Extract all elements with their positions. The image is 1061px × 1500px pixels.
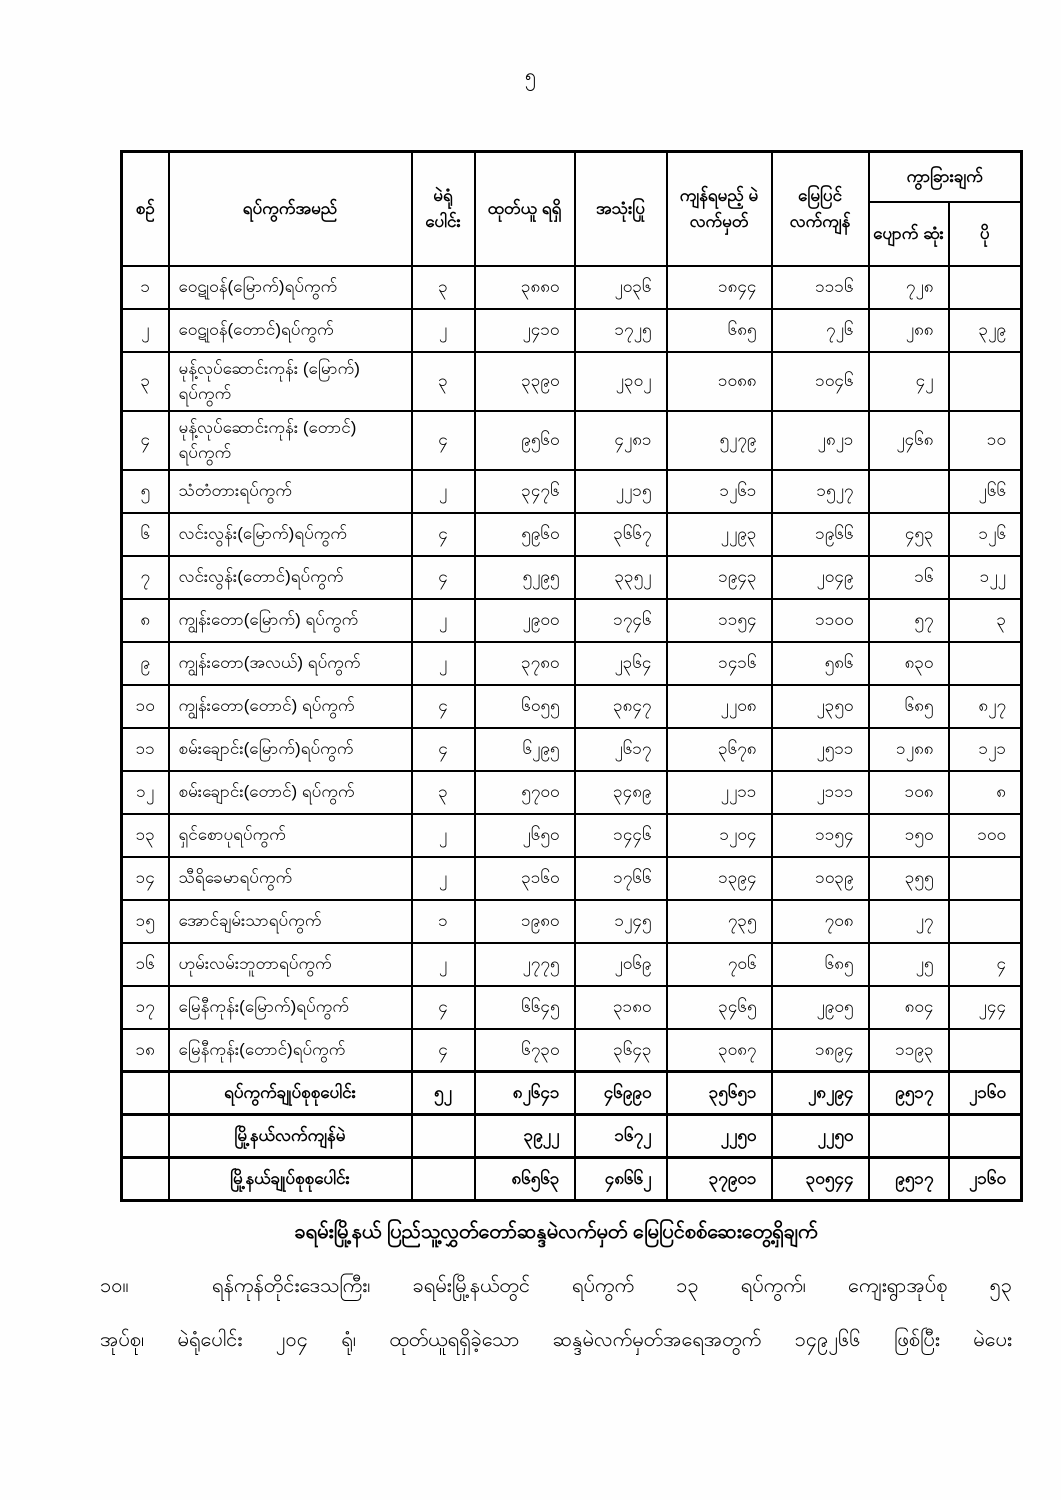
should-remain-cell: ၇၀၆ [667,943,772,986]
used-cell: ၃၆၄၃ [575,1029,667,1072]
serial-cell: ၄ [122,411,169,470]
should-remain-cell: ၁၂၆၁ [667,470,772,513]
should-remain-cell: ၁၄၁၆ [667,642,772,685]
serial-cell: ၁၂ [122,771,169,814]
surplus-cell [949,900,1022,943]
stations-cell: ၃ [412,266,475,309]
used-cell: ၃၁၈၀ [575,986,667,1029]
serial-cell: ၁၇ [122,986,169,1029]
surplus-cell: ၃၂၉ [949,309,1022,352]
should-remain-cell: ၂၂၅၀ [667,1115,772,1158]
ground-remaining-cell: ၂၀၄၉ [772,556,869,599]
table-row [122,599,1022,642]
serial-cell: ၅ [122,470,169,513]
used-cell: ၃၆၆၇ [575,513,667,556]
serial-cell: ၁၅ [122,900,169,943]
missing-cell: ၃၅၅ [869,857,949,900]
table-row [122,814,1022,857]
issued-cell: ၃၁၆၀ [475,857,575,900]
should-remain-cell: ၂၂၁၁ [667,771,772,814]
issued-cell: ၃၈၈၀ [475,266,575,309]
should-remain-cell: ၁၁၅၄ [667,599,772,642]
issued-cell: ၆၀၅၅ [475,685,575,728]
serial-cell: ၁၄ [122,857,169,900]
used-cell: ၄၆၉၉၀ [575,1072,667,1115]
section-heading: ခရမ်းမြို့နယ် ပြည်သူ့လွှတ်တော်ဆန္ဒမဲလက်မှတ် မြေပြင်စစ်ဆေးတွေ့ရှိချက် [294,1221,818,1243]
stations-cell: ၄ [412,556,475,599]
should-remain-cell: ၁၀၈၈ [667,352,772,411]
stations-cell: ၅၂ [412,1072,475,1115]
used-cell: ၄၈၆၆၂ [575,1158,667,1201]
stations-cell [412,1158,475,1201]
used-cell: ၁၇၆၆ [575,857,667,900]
ward-name-cell: ရှင်စောပုရပ်ကွက် [169,814,412,857]
missing-cell: ၉၅၁၇ [869,1072,949,1115]
table-row [122,1029,1022,1072]
stations-cell: ၂ [412,599,475,642]
stations-cell: ၄ [412,411,475,470]
ground-remaining-cell: ၁၁၅၄ [772,814,869,857]
missing-cell: ၂၄၆၈ [869,411,949,470]
surplus-cell: ၂၁၆၀ [949,1158,1022,1201]
missing-cell: ၈၃၀ [869,642,949,685]
serial-cell: ၆ [122,513,169,556]
issued-cell: ၃၃၉၀ [475,352,575,411]
missing-cell [869,470,949,513]
ward-name-cell: ကျွန်းတော(အလယ်) ရပ်ကွက် [169,642,412,685]
ward-name-cell: စမ်းချောင်း(မြောက်)ရပ်ကွက် [169,728,412,771]
table-row [122,771,1022,814]
surplus-cell: ၁၂၆ [949,513,1022,556]
surplus-cell [949,857,1022,900]
should-remain-cell: ၃၄၆၅ [667,986,772,1029]
header-ground-remaining: မြေပြင် လက်ကျန် [772,152,869,266]
ground-remaining-cell: ၁၁၁၆ [772,266,869,309]
issued-cell: ၅၉၆၀ [475,513,575,556]
surplus-cell: ၁၀၀ [949,814,1022,857]
summary-row [122,1158,1022,1201]
ground-remaining-cell: ၂၃၅၀ [772,685,869,728]
used-cell: ၁၇၄၆ [575,599,667,642]
should-remain-cell: ၃၇၉၀၁ [667,1158,772,1201]
ground-remaining-cell: ၁၅၂၇ [772,470,869,513]
stations-cell: ၄ [412,513,475,556]
used-cell: ၄၂၈၁ [575,411,667,470]
paragraph-text-1: ရန်ကုန်တိုင်းဒေသကြီး၊ ခရမ်းမြို့နယ်တွင် ရပ်ကွက် ၁၃ ရပ်ကွက်၊ ကျေးရွာအုပ်စု ၅၃ [212,1275,1012,1297]
table-body [122,266,1022,1201]
serial-cell: ၁၀ [122,685,169,728]
surplus-cell [949,1115,1022,1158]
stations-cell: ၂ [412,943,475,986]
summary-row [122,1115,1022,1158]
ward-name-cell: သီရိခေမာရပ်ကွက် [169,857,412,900]
issued-cell: ၅၂၉၅ [475,556,575,599]
ground-remaining-cell: ၁၀၄၆ [772,352,869,411]
ground-remaining-cell: ၂၈၂၁ [772,411,869,470]
ward-name-cell: သံတံတားရပ်ကွက် [169,470,412,513]
issued-cell: ၂၆၅၀ [475,814,575,857]
table-row [122,513,1022,556]
surplus-cell: ၈၂၇ [949,685,1022,728]
table-row [122,943,1022,986]
serial-cell: ၁ [122,266,169,309]
issued-cell: ၆၂၉၅ [475,728,575,771]
should-remain-cell: ၁၂၀၄ [667,814,772,857]
issued-cell: ၃၄၇၆ [475,470,575,513]
surplus-cell: ၃ [949,599,1022,642]
surplus-cell [949,1029,1022,1072]
serial-cell [122,1158,169,1201]
issued-cell: ၆၇၃၀ [475,1029,575,1072]
surplus-cell: ၂၄၄ [949,986,1022,1029]
table-row [122,556,1022,599]
ground-remaining-cell: ၁၁၀၀ [772,599,869,642]
table-row [122,309,1022,352]
should-remain-cell: ၅၂၇၉ [667,411,772,470]
serial-cell: ၇ [122,556,169,599]
missing-cell: ၇၂၈ [869,266,949,309]
ward-name-cell: မြေနီကုန်း(မြောက်)ရပ်ကွက် [169,986,412,1029]
serial-cell: ၉ [122,642,169,685]
missing-cell: ၂၅ [869,943,949,986]
missing-cell: ၁၂၈၈ [869,728,949,771]
should-remain-cell: ၂၂၀၈ [667,685,772,728]
surplus-cell: ၈ [949,771,1022,814]
ward-name-cell: ဟုမ်းလမ်းဘူတာရပ်ကွက် [169,943,412,986]
issued-cell: ၃၇၈၀ [475,642,575,685]
table-row [122,986,1022,1029]
paragraph-line-1 [100,1270,1012,1302]
ground-remaining-cell: ၂၁၁၁ [772,771,869,814]
ground-remaining-cell: ၆၈၅ [772,943,869,986]
serial-cell: ၃ [122,352,169,411]
serial-cell: ၁၁ [122,728,169,771]
serial-cell: ၂ [122,309,169,352]
table-header [122,152,1022,266]
issued-cell: ၃၉၂၂ [475,1115,575,1158]
stations-cell: ၂ [412,642,475,685]
should-remain-cell: ၁၈၄၄ [667,266,772,309]
table-row [122,900,1022,943]
paragraph-number: ၁၀။ [100,1275,129,1297]
serial-cell [122,1115,169,1158]
table-row [122,642,1022,685]
used-cell: ၂၂၁၅ [575,470,667,513]
surplus-cell: ၄ [949,943,1022,986]
should-remain-cell: ၁၃၉၄ [667,857,772,900]
should-remain-cell: ၂၂၉၃ [667,513,772,556]
used-cell: ၁၄၄၆ [575,814,667,857]
stations-cell: ၃ [412,771,475,814]
used-cell: ၂၀၃၆ [575,266,667,309]
used-cell: ၁၂၄၅ [575,900,667,943]
header-issued: ထုတ်ယူ ရရှိ [475,152,575,266]
issued-cell: ၈၂၆၄၁ [475,1072,575,1115]
table-row [122,411,1022,470]
ward-name-cell: စမ်းချောင်း(တောင်) ရပ်ကွက် [169,771,412,814]
ground-remaining-cell: ၂၉၀၅ [772,986,869,1029]
ward-name-cell: မြေနီကုန်း(တောင်)ရပ်ကွက် [169,1029,412,1072]
ward-name-cell: ကျွန်းတော(မြောက်) ရပ်ကွက် [169,599,412,642]
summary-label: ရပ်ကွက်ချုပ်စုစုပေါင်း [169,1072,412,1115]
table-row [122,470,1022,513]
header-missing: ပျောက် ဆုံး [869,202,949,266]
used-cell: ၂၆၁၇ [575,728,667,771]
ground-remaining-cell: ၂၈၂၉၄ [772,1072,869,1115]
table-row [122,728,1022,771]
should-remain-cell: ၇၃၅ [667,900,772,943]
serial-cell: ၈ [122,599,169,642]
table-row [122,857,1022,900]
issued-cell: ၅၇၀၀ [475,771,575,814]
surplus-cell [949,642,1022,685]
stations-cell: ၂ [412,857,475,900]
ward-name-cell: ကျွန်းတော(တောင်) ရပ်ကွက် [169,685,412,728]
header-should-remain: ကျန်ရမည့် မဲလက်မှတ် [667,152,772,266]
ground-remaining-cell: ၅၈၆ [772,642,869,685]
stations-cell: ၄ [412,728,475,771]
serial-cell: ၁၈ [122,1029,169,1072]
stations-cell: ၁ [412,900,475,943]
ground-remaining-cell: ၁၉၆၆ [772,513,869,556]
missing-cell [869,1115,949,1158]
issued-cell: ၁၉၈၀ [475,900,575,943]
ward-name-cell: လင်းလွန်း(မြောက်)ရပ်ကွက် [169,513,412,556]
missing-cell: ၂၇ [869,900,949,943]
ground-remaining-cell: ၂၂၅၀ [772,1115,869,1158]
used-cell: ၃၃၅၂ [575,556,667,599]
should-remain-cell: ၃၀၈၇ [667,1029,772,1072]
should-remain-cell: ၁၉၄၃ [667,556,772,599]
table-row [122,352,1022,411]
issued-cell: ၂၇၇၅ [475,943,575,986]
surplus-cell [949,266,1022,309]
should-remain-cell: ၃၅၆၅၁ [667,1072,772,1115]
missing-cell: ၆၈၅ [869,685,949,728]
ground-remaining-cell: ၁၀၃၉ [772,857,869,900]
ground-remaining-cell: ၁၈၉၄ [772,1029,869,1072]
surplus-cell: ၁၀ [949,411,1022,470]
header-difference: ကွာခြားချက် [869,152,1022,202]
stations-cell: ၄ [412,986,475,1029]
missing-cell: ၁၆ [869,556,949,599]
stations-cell: ၂ [412,814,475,857]
ward-name-cell: ဝေဋုဝန်(တောင်)ရပ်ကွက် [169,309,412,352]
page-number: ၅ [524,65,537,87]
serial-cell: ၁၆ [122,943,169,986]
stations-cell: ၄ [412,1029,475,1072]
used-cell: ၂၀၆၉ [575,943,667,986]
ward-name-cell: မုန့်လုပ်ဆောင်းကုန်း (မြောက်) ရပ်ကွက် [169,352,412,411]
ground-remaining-cell: ၃၀၅၄၄ [772,1158,869,1201]
issued-cell: ၈၆၅၆၃ [475,1158,575,1201]
surplus-cell: ၂၆၆ [949,470,1022,513]
stations-cell: ၂ [412,470,475,513]
ward-name-cell: ဝေဋုဝန်(မြောက်)ရပ်ကွက် [169,266,412,309]
stations-cell: ၄ [412,685,475,728]
header-surplus: ပို [949,202,1022,266]
missing-cell: ၈၀၄ [869,986,949,1029]
summary-label: မြို့နယ်လက်ကျန်မဲ [169,1115,412,1158]
serial-cell [122,1072,169,1115]
used-cell: ၂၃၀၂ [575,352,667,411]
ward-name-cell: လင်းလွန်း(တောင်)ရပ်ကွက် [169,556,412,599]
header-serial: စဉ် [122,152,169,266]
table-row [122,266,1022,309]
used-cell: ၃၄၈၉ [575,771,667,814]
missing-cell: ၉၅၁၇ [869,1158,949,1201]
surplus-cell: ၂၁၆၀ [949,1072,1022,1115]
stations-cell [412,1115,475,1158]
table-row [122,685,1022,728]
ward-name-cell: အောင်ချမ်းသာရပ်ကွက် [169,900,412,943]
missing-cell: ၁၁၉၃ [869,1029,949,1072]
surplus-cell: ၁၂၂ [949,556,1022,599]
ground-remaining-cell: ၇၂၆ [772,309,869,352]
paragraph-line-2: အုပ်စု၊ မဲရုံပေါင်း ၂၀၄ ရုံ၊ ထုတ်ယူရရှိခဲ့သော ဆန္ဒမဲလက်မှတ်အရေအတွက် ၁၄၉၂၆၆ ဖြစ်ပြီး မဲပေး [100,1329,1012,1351]
paragraph [100,1270,1012,1356]
used-cell: ၂၃၆၄ [575,642,667,685]
header-used: အသုံးပြု [575,152,667,266]
footer-section [100,1216,1012,1356]
missing-cell: ၄၂ [869,352,949,411]
used-cell: ၁၇၂၅ [575,309,667,352]
issued-cell: ၉၅၆၀ [475,411,575,470]
missing-cell: ၄၅၃ [869,513,949,556]
missing-cell: ၅၇ [869,599,949,642]
ground-remaining-cell: ၂၅၁၁ [772,728,869,771]
header-ward-name: ရပ်ကွက်အမည် [169,152,412,266]
should-remain-cell: ၃၆၇၈ [667,728,772,771]
missing-cell: ၂၈၈ [869,309,949,352]
ward-name-cell: မုန့်လုပ်ဆောင်းကုန်း (တောင်) ရပ်ကွက် [169,411,412,470]
ballot-audit-table [120,150,1023,1202]
used-cell: ၃၈၄၇ [575,685,667,728]
summary-row [122,1072,1022,1115]
issued-cell: ၂၉၀၀ [475,599,575,642]
surplus-cell [949,352,1022,411]
stations-cell: ၂ [412,309,475,352]
missing-cell: ၁၀၈ [869,771,949,814]
ground-remaining-cell: ၇၀၈ [772,900,869,943]
used-cell: ၁၆၇၂ [575,1115,667,1158]
surplus-cell: ၁၂၁ [949,728,1022,771]
issued-cell: ၆၆၄၅ [475,986,575,1029]
stations-cell: ၃ [412,352,475,411]
missing-cell: ၁၅၀ [869,814,949,857]
should-remain-cell: ၆၈၅ [667,309,772,352]
serial-cell: ၁၃ [122,814,169,857]
issued-cell: ၂၄၁၀ [475,309,575,352]
summary-label: မြို့နယ်ချုပ်စုစုပေါင်း [169,1158,412,1201]
header-polling-stations: မဲရုံ ပေါင်း [412,152,475,266]
